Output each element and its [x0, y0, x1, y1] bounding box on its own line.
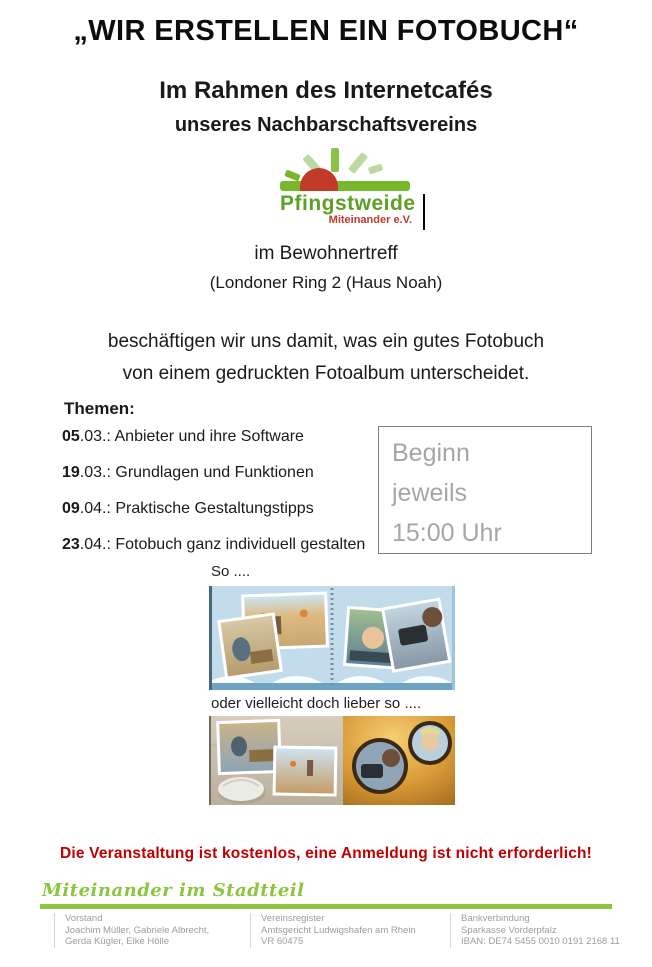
topic-label: .03.: Anbieter und ihre Software	[79, 428, 304, 445]
topic-item	[62, 500, 314, 518]
schedule-box	[378, 426, 592, 554]
photobook-spread-image	[209, 586, 455, 690]
subtitle-verein: unseres Nachbarschaftsvereins	[174, 114, 478, 136]
topic-label: .04.: Praktische Gestaltungstipps	[79, 500, 314, 517]
topics-heading: Themen:	[64, 399, 135, 418]
footer-column-bankverbindung	[450, 913, 620, 948]
topic-item	[62, 428, 304, 446]
topic-date: 09	[62, 500, 80, 517]
footer-column-vereinsregister	[250, 913, 450, 948]
pfingstweide-logo	[280, 148, 416, 234]
column-line: Amtsgericht Ludwigshafen am Rhein	[261, 924, 416, 936]
column-line: Joachim Müller, Gabriele Albrecht,	[65, 924, 210, 936]
topic-label: .03.: Grundlagen und Funktionen	[79, 464, 314, 481]
footer-columns	[54, 913, 620, 948]
logo-subname: Miteinander e.V.	[328, 214, 412, 226]
address-line: (Londoner Ring 2 (Haus Noah)	[209, 273, 443, 292]
topic-label: .04.: Fotobuch ganz individuell gestalten	[79, 536, 366, 553]
footer-column-vorstand	[54, 913, 250, 948]
column-title: Bankverbindung	[461, 913, 530, 924]
sun-ray-icon	[348, 152, 368, 174]
intro-line-2: von einem gedruckten Fotoalbum unterscheidet.	[122, 363, 530, 384]
location-line: im Bewohnertreff	[254, 243, 398, 264]
logo-name: Pfingstweide	[280, 192, 416, 215]
sun-ray-icon	[331, 148, 339, 172]
example-caption-1: So ....	[211, 563, 251, 580]
footer-green-rule	[40, 904, 612, 909]
column-line: Sparkasse Vorderpfalz	[461, 924, 557, 936]
column-line: IBAN: DE74 5455 0010 0191 2168 11	[461, 936, 620, 947]
page-title: „WIR ERSTELLEN EIN FOTOBUCH“	[73, 15, 579, 47]
sun-ray-icon	[284, 169, 301, 181]
sun-ray-icon	[368, 164, 383, 175]
topic-date: 23	[62, 536, 80, 553]
column-line: VR 60475	[261, 936, 304, 947]
column-title: Vorstand	[65, 913, 103, 924]
topic-item	[62, 536, 365, 554]
subtitle-internetcafe: Im Rahmen des Internetcafés	[159, 77, 493, 104]
topic-date: 05	[62, 428, 80, 445]
photobook-sand-image	[209, 716, 455, 805]
example-caption-2: oder vielleicht doch lieber so ....	[211, 695, 422, 712]
schedule-line: Beginn	[392, 439, 470, 467]
topic-item	[62, 464, 314, 482]
column-line: Gerda Kügler, Elke Hölle	[65, 936, 170, 947]
schedule-line: 15:00 Uhr	[392, 519, 502, 547]
column-title: Vereinsregister	[261, 913, 325, 924]
footer-tagline: Miteinander im Stadtteil	[42, 880, 305, 901]
schedule-line: jeweils	[392, 479, 468, 507]
intro-line-1: beschäftigen wir uns damit, was ein gutes Fotobuch	[107, 331, 545, 352]
topic-date: 19	[62, 464, 80, 481]
notice-text: Die Veranstaltung ist kostenlos, eine Anmeldung ist nicht erforderlich!	[59, 845, 593, 862]
text-cursor	[423, 194, 425, 230]
